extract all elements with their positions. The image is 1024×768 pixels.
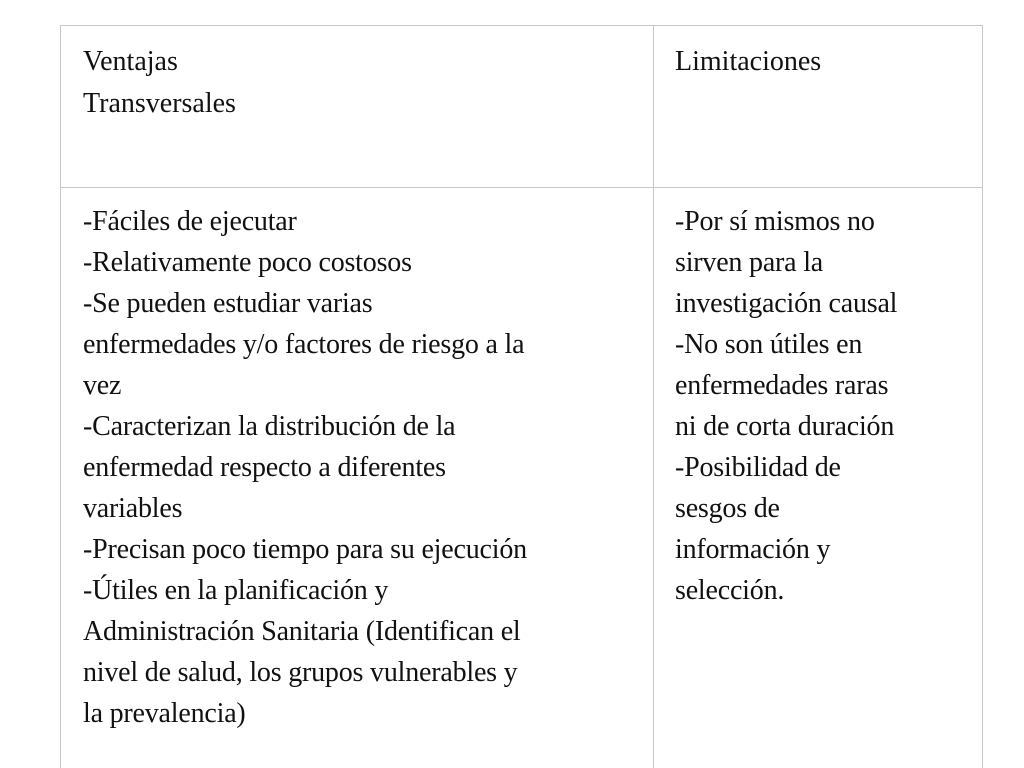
limitations-line: sesgos de [675,493,780,524]
limitations-line: enfermedades raras [675,370,889,401]
advantages-line: -Relativamente poco costosos [83,247,412,278]
advantages-line: -Fáciles de ejecutar [83,206,297,237]
advantages-line: -Se pueden estudiar varias [83,288,373,319]
header-cell-advantages [61,26,654,188]
table-header-row [61,26,983,188]
limitations-cell [654,188,983,768]
limitations-line: sirven para la [675,247,824,278]
header-cell-limitations [654,26,983,188]
header-line: Limitaciones [675,46,822,77]
advantages-line: vez [83,370,122,401]
advantages-list [61,188,653,734]
advantages-line: enfermedad respecto a diferentes [83,452,446,483]
header-text-advantages [61,26,653,125]
header-line: Transversales [83,88,236,119]
limitations-list [654,188,982,611]
header-line: Ventajas [83,46,178,77]
limitations-line: -Posibilidad de [675,452,841,483]
limitations-line: información y [675,534,831,565]
limitations-line: selección. [675,575,785,606]
limitations-line: ni de corta duración [675,411,895,442]
comparison-table [60,25,983,768]
advantages-line: -Caracterizan la distribución de la [83,411,456,442]
limitations-line: investigación causal [675,288,898,319]
advantages-line: variables [83,493,183,524]
header-text-limitations [654,26,982,83]
advantages-line: -Útiles en la planificación y [83,575,389,606]
limitations-line: -Por sí mismos no [675,206,875,237]
advantages-line: enfermedades y/o factores de riesgo a la [83,329,525,360]
advantages-line: -Precisan poco tiempo para su ejecución [83,534,527,565]
table-body-row [61,188,983,768]
advantages-line: la prevalencia) [83,698,246,729]
advantages-line: Administración Sanitaria (Identifican el [83,616,521,647]
advantages-cell [61,188,654,768]
advantages-line: nivel de salud, los grupos vulnerables y [83,657,518,688]
limitations-line: -No son útiles en [675,329,863,360]
